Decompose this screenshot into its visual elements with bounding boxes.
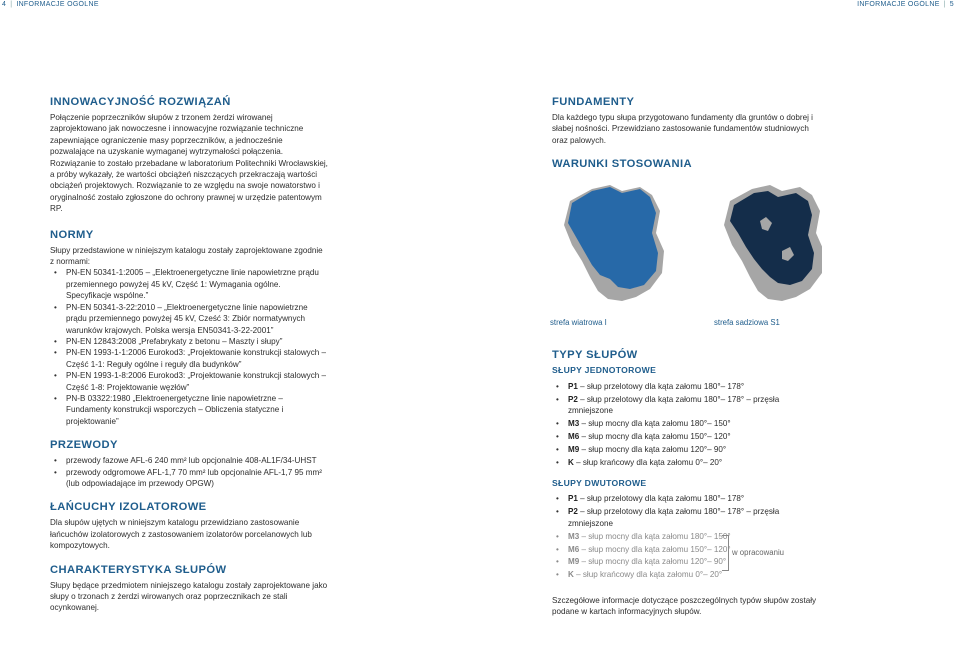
pole-type-item: • P2 – słup przelotowy dla kąta załomu 180°– 178° – przęsła zmniejszone — [568, 506, 822, 529]
characteristics-section — [50, 564, 328, 614]
conductors-list — [50, 455, 328, 489]
pole-types-footer: Szczegółowe informacje dotyczące poszczególnych typów słupów zostały podane w kartach informacyjnych słupów. — [552, 595, 817, 617]
wind-zone-i — [568, 187, 658, 289]
legend-ice-zone: strefa sadziowa S1 — [714, 318, 780, 328]
wind-zone-map — [564, 185, 664, 301]
zone-maps — [552, 179, 822, 315]
norms-list — [50, 267, 328, 427]
conductor-item: • przewody odgromowe AFL-1,7 70 mm² lub opcjonalnie AFL-1,7 95 mm² (lub odpowiadające im przewody OPGW) — [66, 467, 328, 490]
pole-type-item-pending: • K – słup krańcowy dla kąta załomu 0°– 20° — [568, 569, 822, 580]
norm-item: • PN-EN 50341-3-22:2010 – „Elektroenergetyczne linie napowietrzne prądu przemiennego powyżej 45 kV, Cześć 3: Zbiór normatywnych warunków krajowych. Polska wersja EN50341-3-22-2001” — [66, 302, 328, 336]
page-header-left: 4 | INFORMACJE OGÓLNE — [2, 1, 99, 8]
zone-legend — [552, 315, 822, 329]
pole-type-item: • P2 – słup przelotowy dla kąta załomu 180°– 178° – przęsła zmniejszone — [568, 394, 822, 417]
section-title-right: INFORMACJE OGÓLNE — [857, 1, 940, 8]
innovation-section — [50, 96, 328, 215]
page-number-left: 4 — [2, 1, 7, 8]
pole-types-title: TYPY SŁUPÓW — [552, 349, 638, 362]
innovation-text: Połączenie poprzeczników słupów z trzonem żerdzi wirowanej zaprojektowano jak nowoczesne i innowacyjne rozwiązanie techniczne zapewniające ograniczenie masy poprzeczników, a jednocześnie pozwalające na uzyskanie wymaganej wytrzymałości połączenia. Rozwiązanie to zostało przebadane w laboratorium Politechniki Wrocławskiej, a próby wykazały, że wartości obciążeń niszczących przekraczają wartości obciążeń projektowych. Rozwiązanie to ze względu na swoje nowatorstwo i oryginalność zostało zgłoszone do ochrony prawnej w urzędzie patentowym RP. — [50, 113, 328, 214]
single-circuit-title: SŁUPY JEDNOTOROWE — [552, 365, 657, 376]
page-header-right: INFORMACJE OGÓLNE | 5 — [857, 1, 954, 8]
pole-type-item-pending: • M3 – słup mocny dla kąta załomu 180°– 150° — [568, 531, 822, 542]
double-circuit-list — [552, 493, 822, 529]
pole-type-item-pending: • M9 – słup mocny dla kąta załomu 120°– 90° — [568, 556, 822, 567]
pole-type-item: • K – słup krańcowy dla kąta załomu 0°– 20° — [568, 457, 822, 468]
in-progress-group — [552, 531, 822, 581]
pole-type-item-pending: • M6 – słup mocny dla kąta załomu 150°– 120° — [568, 544, 822, 555]
insulators-section — [50, 501, 328, 551]
pole-type-item: • M9 – słup mocny dla kąta załomu 120°– 90° — [568, 444, 822, 455]
poland-maps — [552, 179, 822, 315]
left-column — [50, 96, 328, 626]
norms-section — [50, 229, 328, 428]
characteristics-title: CHARAKTERYSTYKA SŁUPÓW — [50, 563, 227, 576]
conditions-section — [552, 158, 822, 329]
conditions-title: WARUNKI STOSOWANIA — [552, 158, 693, 171]
insulators-text: Dla słupów ujętych w niniejszym katalogu przewidziano zastosowanie łańcuchów izolatorowych z zastosowaniem izolatorów porcelanowych lub kompozytowych. — [50, 518, 312, 551]
conductors-title: PRZEWODY — [50, 439, 118, 452]
conductor-item: • przewody fazowe AFL-6 240 mm² lub opcjonalnie 408-AL1F/34-UHST — [66, 455, 328, 466]
norms-intro: Słupy przedstawione w niniejszym katalogu zostały zaprojektowane zgodnie z normami: — [50, 245, 323, 267]
norms-title: NORMY — [50, 228, 94, 241]
norm-item: • PN-B 03322:1980 „Elektroenergetyczne linie napowietrzne – Fundamenty konstrukcji wsporczych – Obliczenia statyczne i projektowanie” — [66, 393, 328, 427]
section-title-left: INFORMACJE OGÓLNE — [16, 1, 99, 8]
conductors-section — [50, 439, 328, 489]
norm-item: • PN-EN 12843:2008 „Prefabrykaty z betonu – Maszty i słupy” — [66, 336, 328, 347]
in-progress-bracket — [722, 535, 729, 571]
page-number-right: 5 — [949, 1, 954, 8]
pole-types-section — [552, 349, 822, 617]
foundations-text: Dla każdego typu słupa przygotowano fundamenty dla gruntów o dobrej i słabej nośności. Przewidziano zastosowanie fundamentów studniowych oraz palowych. — [552, 113, 813, 145]
foundations-section — [552, 96, 822, 146]
pole-type-item: • M3 – słup mocny dla kąta załomu 180°– 150° — [568, 418, 822, 429]
double-circuit-title: SŁUPY DWUTOROWE — [552, 477, 647, 488]
ice-zone-map — [724, 185, 822, 301]
pole-type-item: • P1 – słup przelotowy dla kąta załomu 180°– 178° — [568, 493, 822, 504]
characteristics-text: Słupy będące przedmiotem niniejszego katalogu zostały zaprojektowane jako słupy o trzonach z żerdzi wirowanych oraz poprzecznikach ze stali ocynkowanej. — [50, 580, 328, 613]
norm-item: • PN-EN 1993-1-8:2006 Eurokod3: „Projektowanie konstrukcji stalowych – Część 1-8: Projektowanie węzłów” — [66, 370, 328, 393]
ice-zone-s1 — [730, 191, 814, 285]
innovation-title: INNOWACYJNOŚĆ ROZWIĄZAŃ — [50, 96, 231, 108]
right-column — [552, 96, 822, 618]
single-circuit-list — [552, 381, 822, 468]
foundations-title: FUNDAMENTY — [552, 96, 635, 108]
norm-item: • PN-EN 1993-1-1:2006 Eurokod3: „Projektowanie konstrukcji stalowych – Część 1-1: Reguły ogólne i reguły dla budynków” — [66, 347, 328, 370]
in-progress-note: w opracowaniu — [732, 547, 785, 557]
legend-wind-zone: strefa wiatrowa I — [550, 318, 607, 328]
norm-item: • PN-EN 50341-1:2005 – „Elektroenergetyczne linie napowietrzne prądu przemiennego powyżej 45 kV, Część 1: Wymagania ogólne. Specyfikacje wspólne.” — [66, 267, 328, 301]
pole-type-item: • M6 – słup mocny dla kąta załomu 150°– 120° — [568, 431, 822, 442]
insulators-title: ŁAŃCUCHY IZOLATOROWE — [50, 501, 207, 514]
pole-type-item: • P1 – słup przelotowy dla kąta załomu 180°– 178° — [568, 381, 822, 392]
